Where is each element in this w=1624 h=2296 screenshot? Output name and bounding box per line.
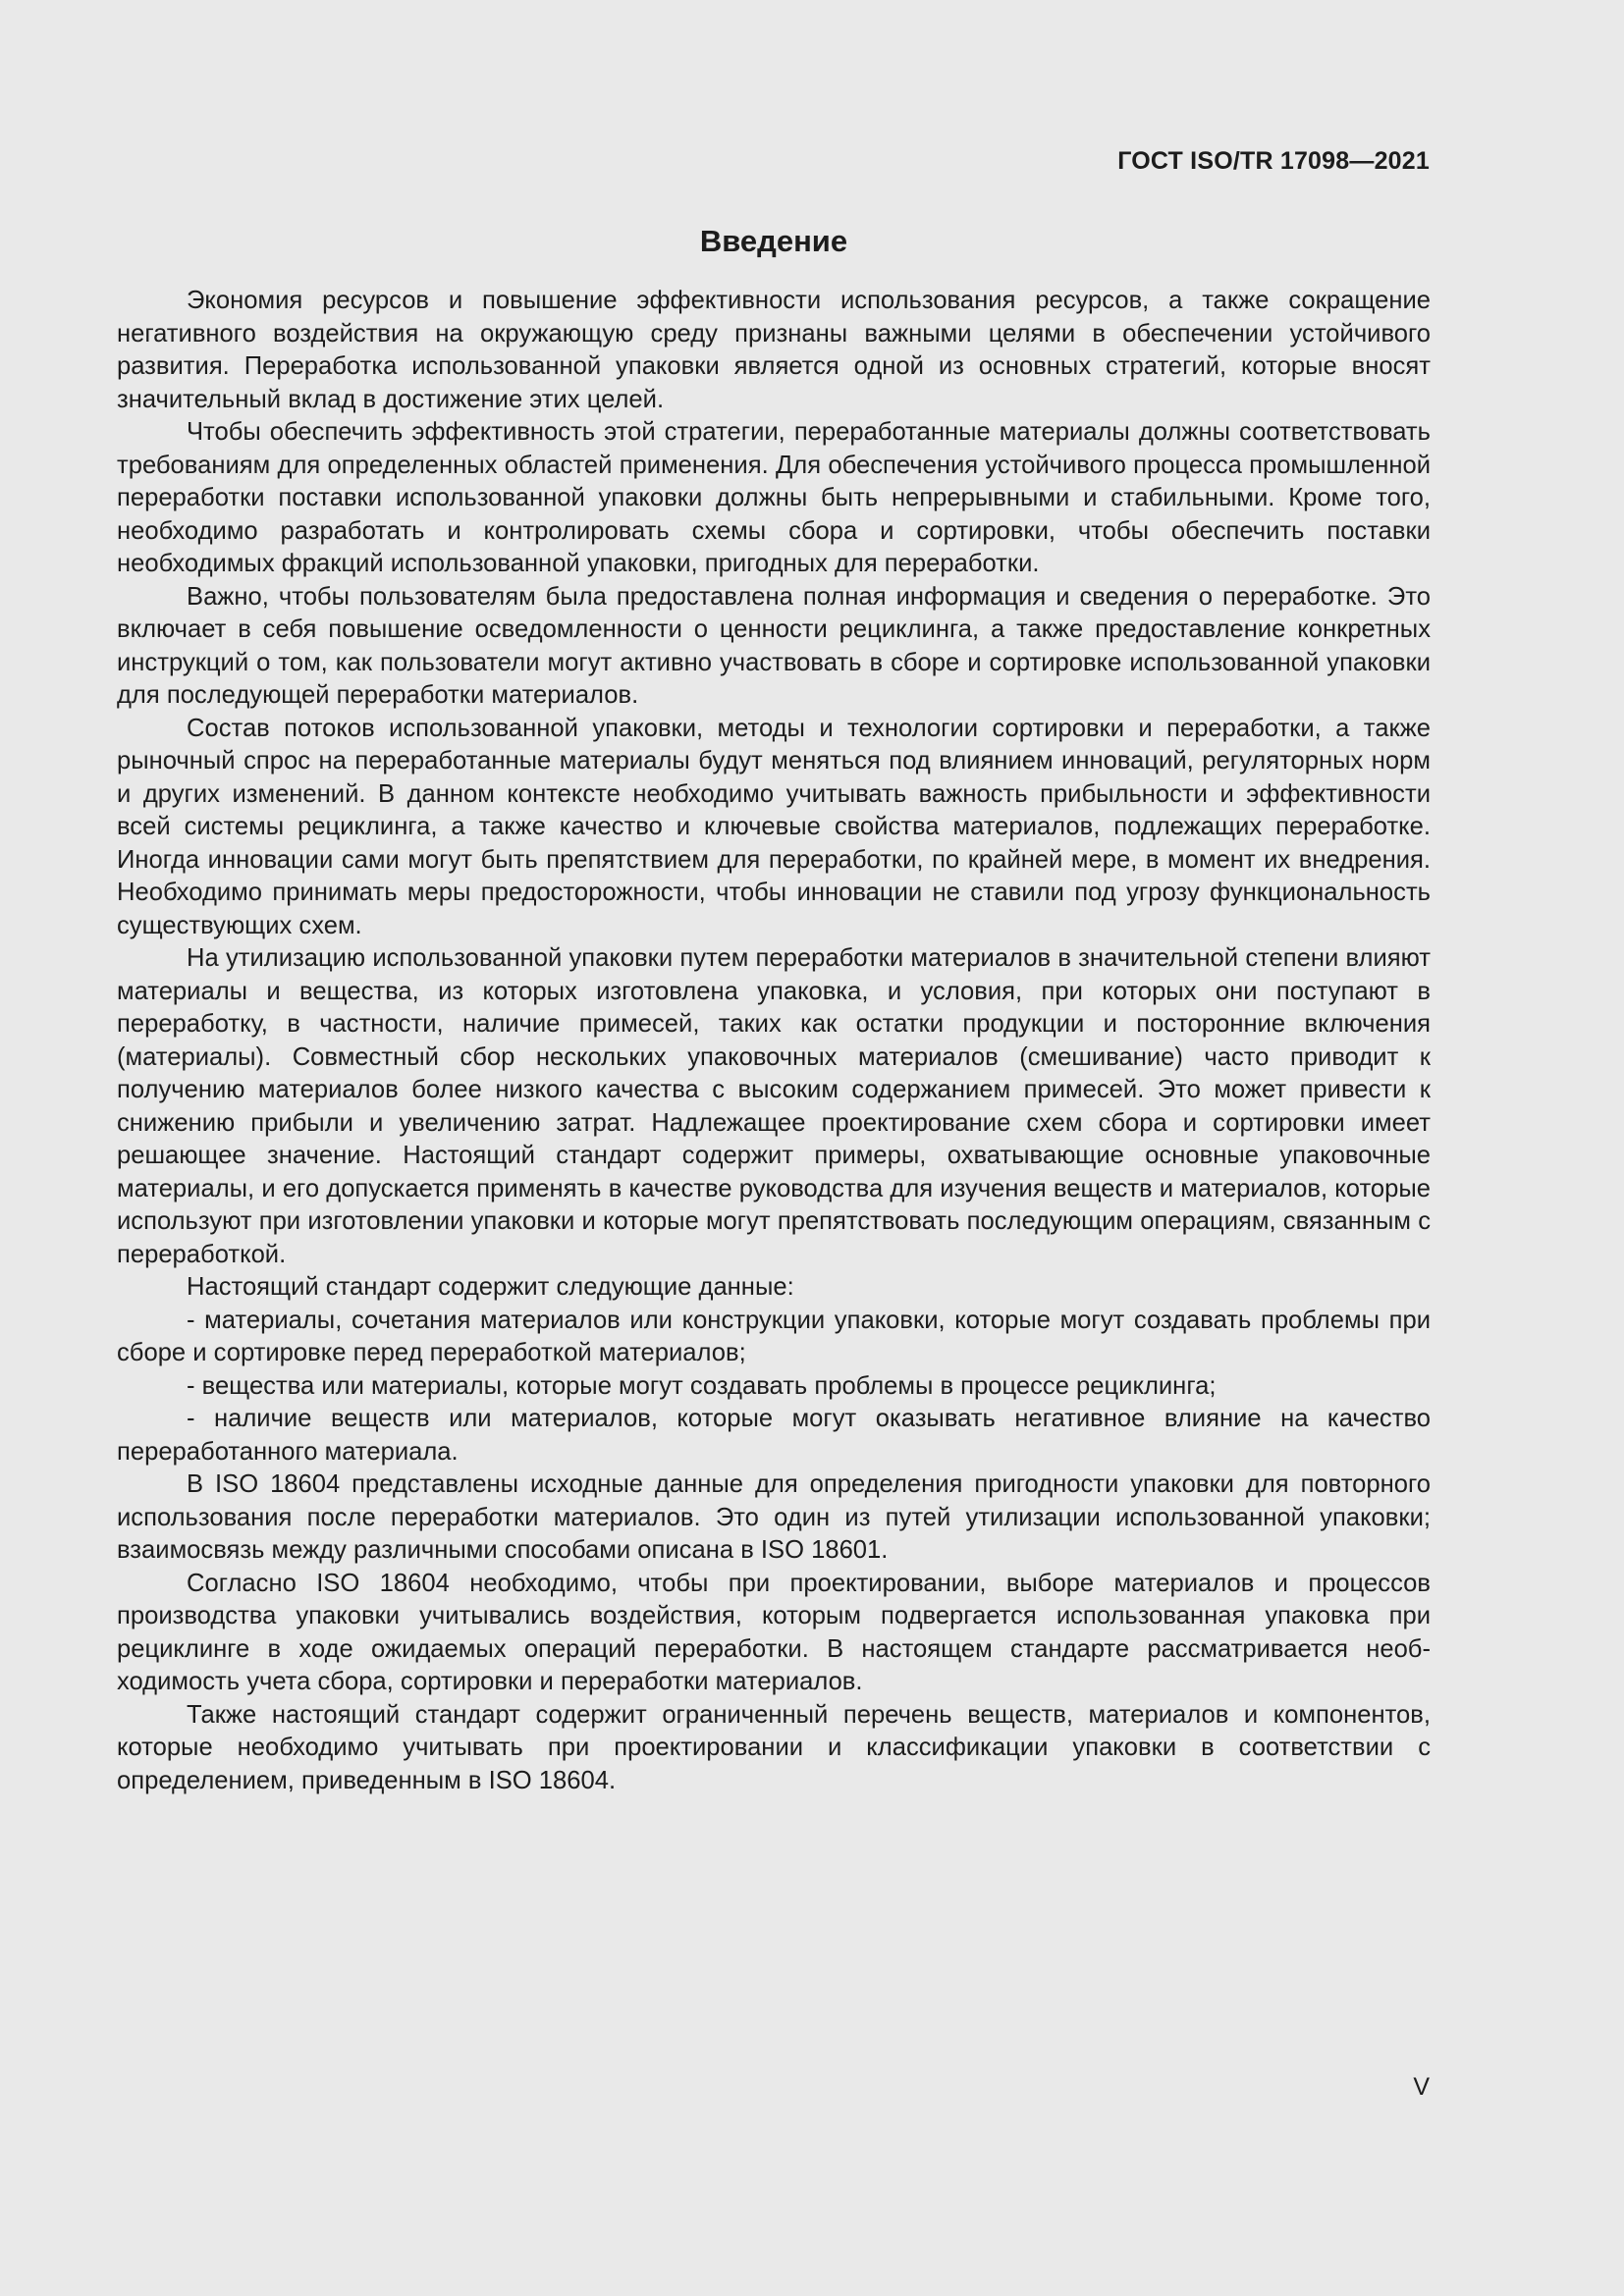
- list-item: - наличие веществ или материалов, которые могут оказывать негативное влияние на качество переработанного материала.: [117, 1405, 1431, 1466]
- list-item: - вещества или материалы, которые могут создавать проблемы в процессе рециклинга;: [187, 1371, 1217, 1400]
- paragraph: Согласно ISO 18604 необходимо, чтобы при проектировании, выборе материалов и процессов производства упаковки учитывались воздействия, которым подвергается использованная упаковка при рециклинге в ходе ожидаемых операций переработки. В настоящем стандарте рассматривается необходимость учета сбора, сортировки и переработки материалов.: [117, 1569, 1431, 1695]
- body-text: [117, 285, 1431, 1797]
- paragraph: Экономия ресурсов и повышение эффективности использования ресурсов, а также сокращение негативного воздействия на окружающую среду признаны важными целями в обеспечении устойчивого развития. Переработка использованной упаковки является одной из основных стратегий, которые вносят значительный вклад в достижение этих целей.: [117, 287, 1431, 413]
- list-item: - материалы, сочетания материалов или конструкции упаковки, которые могут создавать проблемы при сборе и сортировке перед переработкой материалов;: [117, 1306, 1431, 1366]
- paragraph: Настоящий стандарт содержит следующие данные:: [187, 1273, 794, 1301]
- document-header: ГОСТ ISO/TR 17098—2021: [1117, 147, 1430, 175]
- paragraph: Состав потоков использованной упаковки, методы и технологии сортировки и переработки, а также рыночный спрос на переработанные материалы будут меняться под влиянием инноваций, регуляторных норм и других изменений. В данном контексте необходимо учитывать важность прибыльности и эффективности всей системы рециклинга, а также качество и ключевые свойства материалов, подлежащих переработке. Иногда инновации сами могут быть препятствием для переработки, по крайней мере, в момент их внедрения. Необходимо принимать меры предосторожности, чтобы инновации не ставили под угрозу функциональность существующих схем.: [117, 714, 1431, 939]
- paragraph: Также настоящий стандарт содержит ограниченный перечень веществ, материалов и компонентов, которые необходимо учитывать при проектировании и классификации упаковки в соответствии с определением, приведенным в ISO 18604.: [117, 1700, 1431, 1794]
- paragraph: Важно, чтобы пользователям была предоставлена полная информация и сведения о переработке. Это включает в себя повышение осведомленности о ценности рециклинга, а также предоставление конкретных инструкций о том, как пользователи могут активно участвовать в сборе и сортировке использованной упаковки для последующей переработки материалов.: [117, 582, 1431, 709]
- paragraph: На утилизацию использованной упаковки путем переработки материалов в значительной степени влияют материалы и вещества, из которых изготовлена упаковка, и условия, при которых они поступают в переработку, в частности, наличие примесей, таких как остатки продукции и посторонние включения (материалы). Совместный сбор нескольких упаковочных материалов (смешивание) часто приводит к получению материалов более низкого качества с высоким содержанием примесей. Это может привести к снижению прибыли и увеличению затрат. Надлежащее проектирование схем сбора и сортировки имеет решающее значение. Настоящий стандарт содержит примеры, охватывающие основные упаковочные материалы, и его допускается применять в качестве руководства для изучения веществ и материалов, которые используют при изготовлении упаковки и которые могут препятствовать последующим операциям, связанным с переработкой.: [117, 944, 1431, 1268]
- paragraph: Чтобы обеспечить эффективность этой стратегии, переработанные материалы должны соответствовать требованиям для определенных областей применения. Для обеспечения устойчивого процесса промышленной переработки поставки использованной упаковки должны быть непрерывными и стабильными. Кроме того, необходимо разработать и контролировать схемы сбора и сортировки, чтобы обеспечить поставки необходимых фракций использованной упаковки, пригодных для переработки.: [117, 418, 1431, 577]
- page-number: V: [1413, 2073, 1430, 2101]
- paragraph: В ISO 18604 представлены исходные данные для определения пригодности упаковки для повторного использования после переработки материалов. Это один из путей утилизации использованной упаковки; взаимосвязь между различными способами описана в ISO 18601.: [117, 1470, 1431, 1564]
- section-title: Введение: [699, 224, 848, 258]
